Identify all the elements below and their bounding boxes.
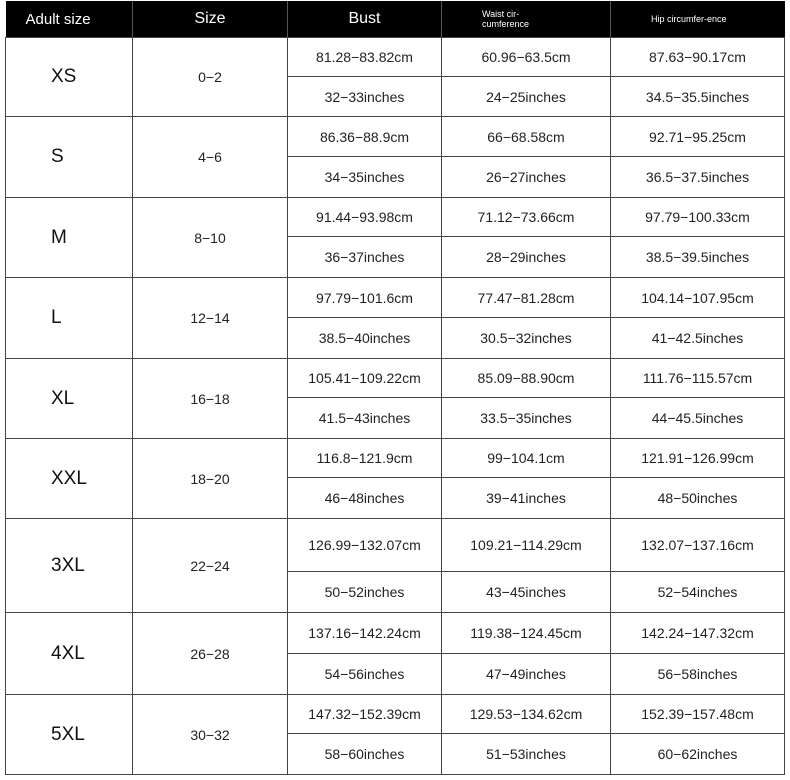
hip-cm: 152.39−157.48cm [611, 695, 785, 734]
hip-cm: 142.24−147.32cm [611, 613, 785, 654]
waist-cm: 71.12−73.66cm [442, 198, 611, 237]
hip-inches: 52−54inches [611, 572, 785, 613]
size-label: 5XL [6, 695, 133, 775]
table-row [6, 519, 785, 572]
bust-inches: 54−56inches [288, 654, 442, 695]
size-number: 8−10 [133, 198, 288, 278]
size-number: 12−14 [133, 278, 288, 359]
waist-inches: 39−41inches [442, 478, 611, 519]
bust-inches: 32−33inches [288, 77, 442, 117]
bust-inches: 58−60inches [288, 734, 442, 775]
bust-inches: 34−35inches [288, 157, 442, 198]
header-adult-size: Adult size [6, 1, 133, 38]
waist-inches: 30.5−32inches [442, 318, 611, 359]
waist-cm: 129.53−134.62cm [442, 695, 611, 734]
waist-inches: 43−45inches [442, 572, 611, 613]
bust-inches: 46−48inches [288, 478, 442, 519]
hip-cm: 111.76−115.57cm [611, 359, 785, 398]
hip-cm: 121.91−126.99cm [611, 439, 785, 478]
bust-cm: 86.36−88.9cm [288, 117, 442, 157]
hip-cm: 92.71−95.25cm [611, 117, 785, 157]
hip-inches: 48−50inches [611, 478, 785, 519]
bust-cm: 147.32−152.39cm [288, 695, 442, 734]
hip-inches: 38.5−39.5inches [611, 237, 785, 278]
size-label: 4XL [6, 613, 133, 695]
bust-inches: 50−52inches [288, 572, 442, 613]
bust-cm: 81.28−83.82cm [288, 38, 442, 77]
bust-cm: 91.44−93.98cm [288, 198, 442, 237]
hip-cm: 97.79−100.33cm [611, 198, 785, 237]
waist-cm: 66−68.58cm [442, 117, 611, 157]
waist-cm: 85.09−88.90cm [442, 359, 611, 398]
size-label: 3XL [6, 519, 133, 613]
size-label: XS [6, 38, 133, 117]
hip-cm: 87.63−90.17cm [611, 38, 785, 77]
waist-inches: 26−27inches [442, 157, 611, 198]
table-row [6, 439, 785, 478]
waist-inches: 28−29inches [442, 237, 611, 278]
header-size: Size [133, 1, 288, 38]
table-row [6, 117, 785, 157]
size-number: 16−18 [133, 359, 288, 439]
header-waist [442, 1, 611, 38]
bust-cm: 137.16−142.24cm [288, 613, 442, 654]
size-number: 26−28 [133, 613, 288, 695]
hip-inches: 34.5−35.5inches [611, 77, 785, 117]
bust-cm: 116.8−121.9cm [288, 439, 442, 478]
bust-cm: 105.41−109.22cm [288, 359, 442, 398]
waist-inches: 47−49inches [442, 654, 611, 695]
bust-inches: 36−37inches [288, 237, 442, 278]
hip-cm: 104.14−107.95cm [611, 278, 785, 318]
size-chart [5, 1, 784, 780]
size-number: 18−20 [133, 439, 288, 519]
waist-inches: 51−53inches [442, 734, 611, 775]
size-label: XL [6, 359, 133, 439]
size-number: 4−6 [133, 117, 288, 198]
bust-inches: 38.5−40inches [288, 318, 442, 359]
table-body [6, 38, 785, 775]
header-hip [611, 1, 785, 38]
size-number: 22−24 [133, 519, 288, 613]
table-row [6, 613, 785, 654]
size-number: 0−2 [133, 38, 288, 117]
table-row [6, 198, 785, 237]
hip-inches: 60−62inches [611, 734, 785, 775]
waist-cm: 60.96−63.5cm [442, 38, 611, 77]
hip-inches: 44−45.5inches [611, 398, 785, 439]
size-label: L [6, 278, 133, 359]
hip-cm: 132.07−137.16cm [611, 519, 785, 572]
table-row [6, 695, 785, 734]
hip-inches: 41−42.5inches [611, 318, 785, 359]
header-hip-text: Hip circumfer-ence [651, 14, 727, 24]
size-label: S [6, 117, 133, 198]
bust-cm: 126.99−132.07cm [288, 519, 442, 572]
waist-cm: 119.38−124.45cm [442, 613, 611, 654]
header-row [6, 1, 785, 38]
bust-cm: 97.79−101.6cm [288, 278, 442, 318]
table-row [6, 38, 785, 77]
waist-inches: 33.5−35inches [442, 398, 611, 439]
size-table [5, 1, 785, 775]
size-number: 30−32 [133, 695, 288, 775]
waist-inches: 24−25inches [442, 77, 611, 117]
size-label: M [6, 198, 133, 278]
hip-inches: 36.5−37.5inches [611, 157, 785, 198]
waist-cm: 109.21−114.29cm [442, 519, 611, 572]
table-row [6, 278, 785, 318]
hip-inches: 56−58inches [611, 654, 785, 695]
waist-cm: 77.47−81.28cm [442, 278, 611, 318]
bust-inches: 41.5−43inches [288, 398, 442, 439]
header-waist-text: Waist cir-cumference [482, 9, 530, 29]
header-bust: Bust [288, 1, 442, 38]
waist-cm: 99−104.1cm [442, 439, 611, 478]
table-row [6, 359, 785, 398]
size-label: XXL [6, 439, 133, 519]
